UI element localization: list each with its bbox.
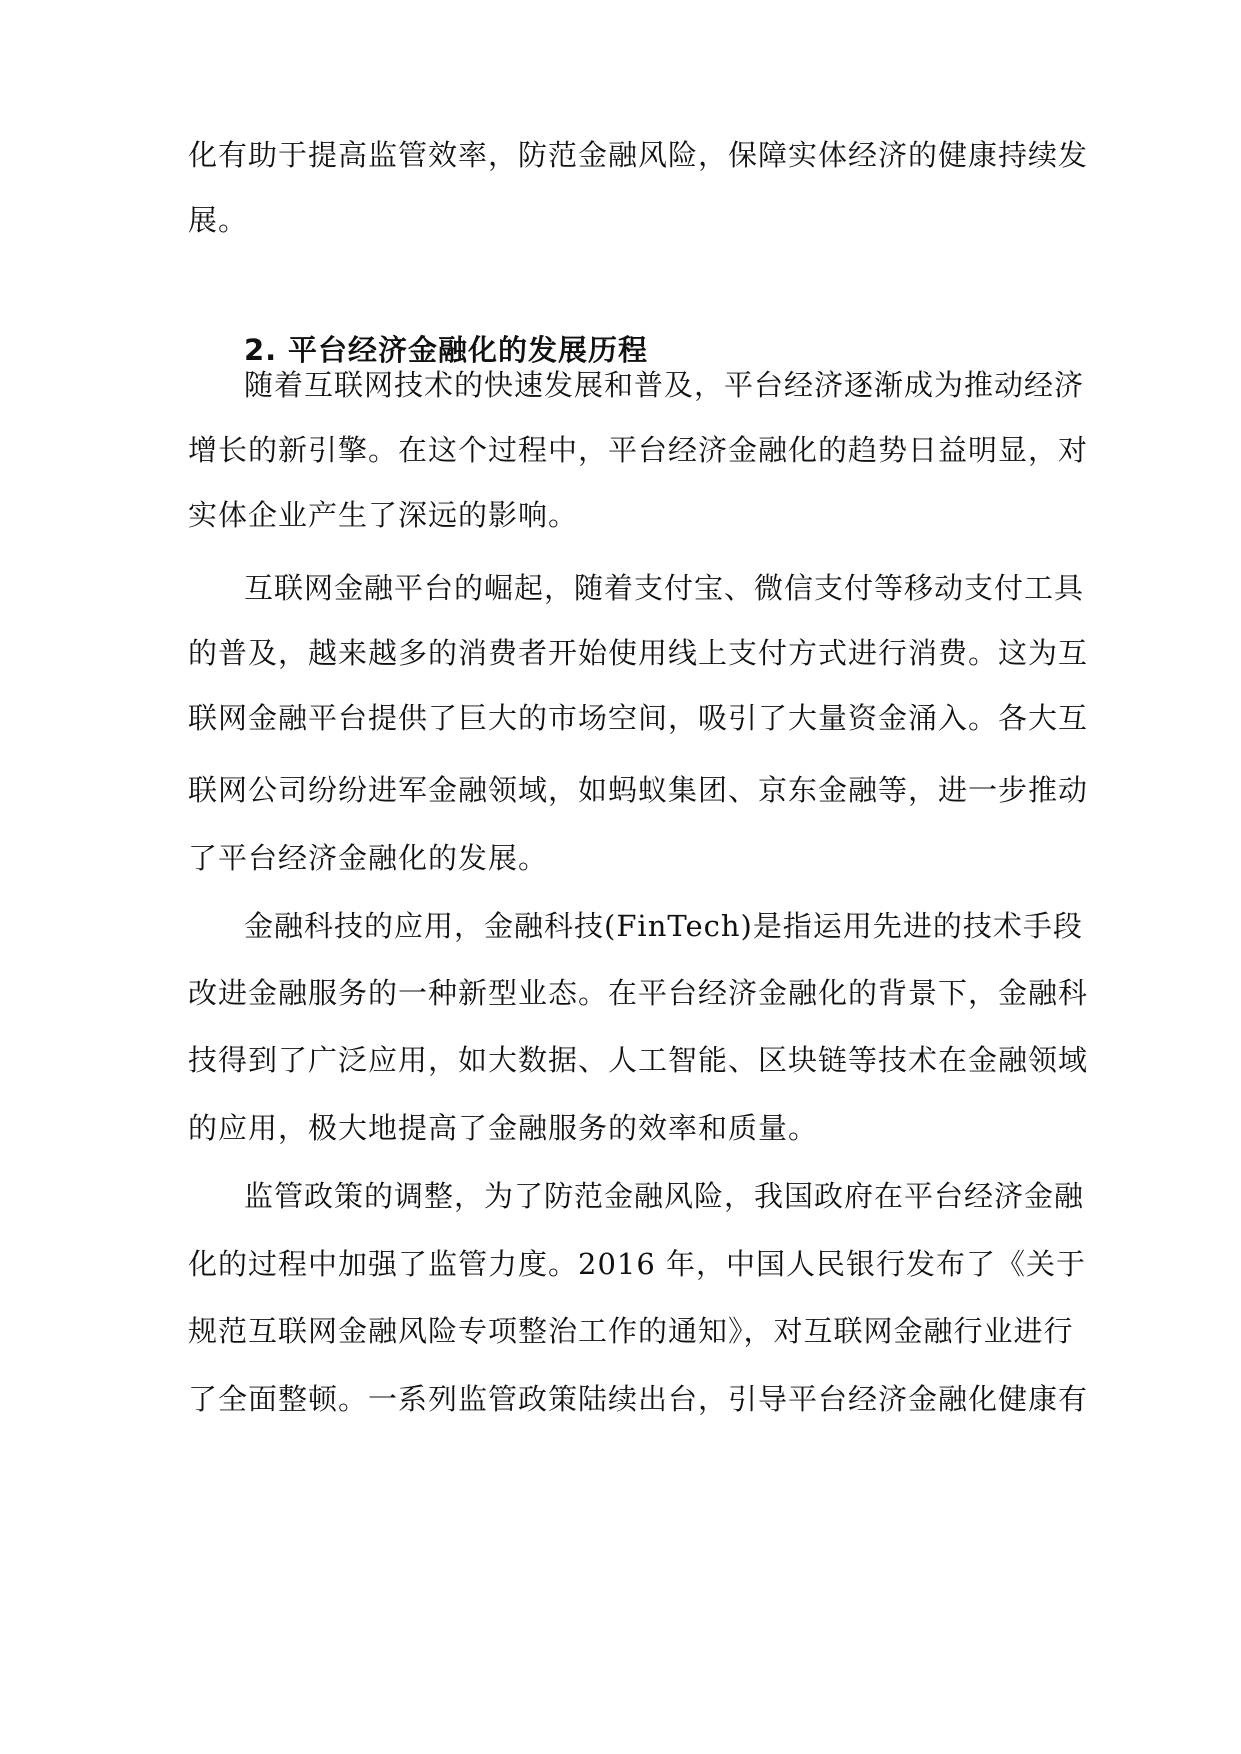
paragraph-line: 改进金融服务的一种新型业态。在平台经济金融化的背景下，金融科 <box>188 976 1089 1010</box>
paragraph-line: 的普及，越来越多的消费者开始使用线上支付方式进行消费。这为互 <box>188 636 1089 670</box>
paragraph-line: 化的过程中加强了监管力度。2016 年，中国人民银行发布了《关于 <box>188 1247 1087 1281</box>
paragraph-line: 了平台经济金融化的发展。 <box>188 841 549 875</box>
section-number: 2. <box>244 333 278 367</box>
paragraph-line: 互联网金融平台的崛起，随着支付宝、微信支付等移动支付工具 <box>244 571 1085 605</box>
paragraph-line: 金融科技的应用，金融科技(FinTech)是指运用先进的技术手段 <box>244 909 1083 943</box>
paragraph-line: 随着互联网技术的快速发展和普及，平台经济逐渐成为推动经济 <box>244 368 1085 402</box>
paragraph-line: 规范互联网金融风险专项整治工作的通知》，对互联网金融行业进行 <box>188 1314 1074 1348</box>
paragraph-line: 联网金融平台提供了巨大的市场空间，吸引了大量资金涌入。各大互 <box>188 701 1089 735</box>
paragraph-line: 联网公司纷纷进军金融领域，如蚂蚁集团、京东金融等，进一步推动 <box>188 773 1089 807</box>
section-title: 平台经济金融化的发展历程 <box>288 333 649 367</box>
section-heading <box>244 330 648 370</box>
paragraph-line: 展。 <box>188 203 249 237</box>
paragraph-line: 化有助于提高监管效率，防范金融风险，保障实体经济的健康持续发 <box>188 138 1089 172</box>
paragraph-line: 增长的新引擎。在这个过程中，平台经济金融化的趋势日益明显，对 <box>188 433 1089 467</box>
paragraph-line: 的应用，极大地提高了金融服务的效率和质量。 <box>188 1111 819 1145</box>
paragraph-line: 技得到了广泛应用，如大数据、人工智能、区块链等技术在金融领域 <box>188 1043 1089 1077</box>
paragraph-line: 监管政策的调整，为了防范金融风险，我国政府在平台经济金融 <box>244 1179 1085 1213</box>
paragraph-line: 实体企业产生了深远的影响。 <box>188 498 579 532</box>
paragraph-line: 了全面整顿。一系列监管政策陆续出台，引导平台经济金融化健康有 <box>188 1382 1089 1416</box>
